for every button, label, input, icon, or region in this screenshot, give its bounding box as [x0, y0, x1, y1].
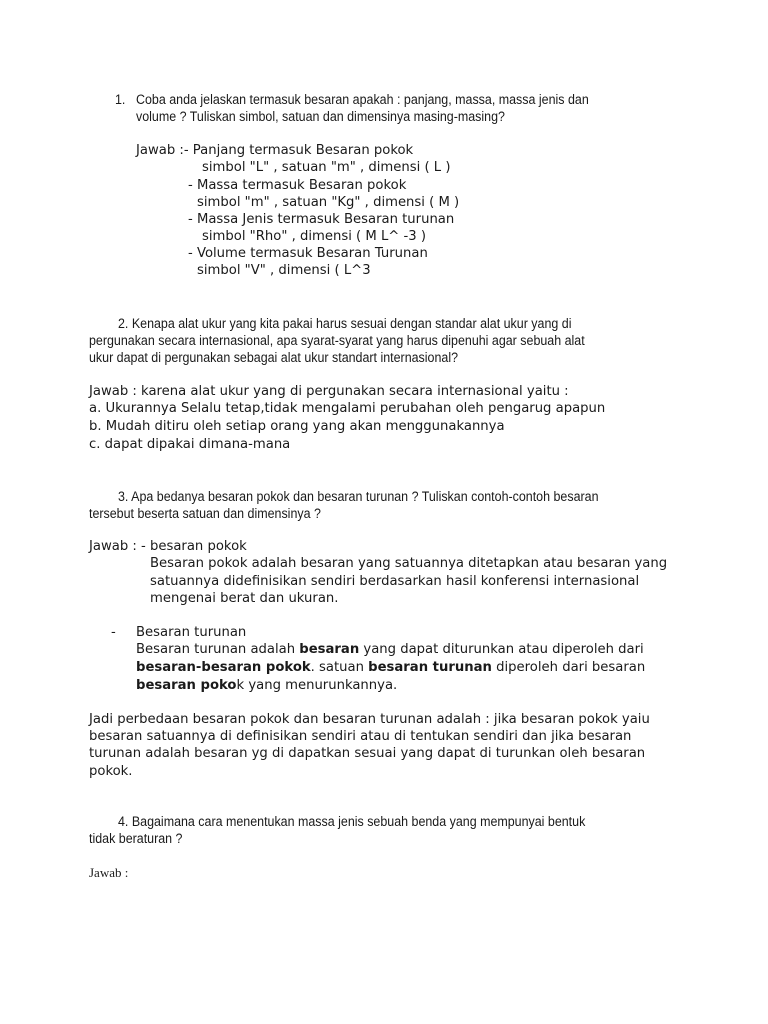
q3-answer-line: mengenai berat dan ukuran. — [150, 591, 339, 606]
q1-answer-line: - Massa Jenis termasuk Besaran turunan — [188, 212, 455, 227]
q1-answer-line: - Massa termasuk Besaran pokok — [188, 178, 407, 193]
q1-answer-line: simbol "m" , satuan "Kg" , dimensi ( M ) — [197, 195, 460, 210]
q4-answer-label: Jawab : — [89, 865, 129, 880]
q3-conclusion-line: turunan adalah besaran yg di dapatkan sesuai yang dapat di turunkan oleh besaran — [89, 746, 646, 761]
q2-question-line: pergunakan secara internasional, apa syarat-syarat yang harus dipenuhi agar sebuah alat — [89, 333, 585, 348]
q1-answer-line: simbol "Rho" , dimensi ( M L^ -3 ) — [202, 229, 427, 244]
q3-conclusion-line: besaran satuannya di definisikan sendiri atau di tentukan sendiri dan jika besaran — [89, 729, 632, 744]
q1-answer-line: simbol "L" , satuan "m" , dimensi ( L ) — [202, 160, 451, 175]
q1-question-line: Coba anda jelaskan termasuk besaran apakah : panjang, massa, massa jenis dan — [136, 92, 589, 107]
q3-answer-line: Besaran turunan adalah besaran yang dapat diturunkan atau diperoleh dari — [136, 642, 644, 657]
q3-question-line: tersebut beserta satuan dan dimensinya ? — [89, 506, 321, 521]
q2-question-line: ukur dapat di pergunakan sebagai alat ukur standart internasional? — [89, 350, 459, 365]
q2-answer-line: b. Mudah ditiru oleh setiap orang yang akan menggunakannya — [89, 419, 505, 434]
q3-answer-line: Besaran turunan — [136, 625, 247, 640]
q3-answer-line: Jawab : - besaran pokok — [89, 539, 247, 554]
q1-answer-line: - Volume termasuk Besaran Turunan — [188, 246, 428, 261]
q2-answer-line: a. Ukurannya Selalu tetap,tidak mengalami perubahan oleh pengarug apapun — [89, 401, 606, 416]
q3-answer-line: besaran pokok yang menurunkannya. — [136, 678, 398, 693]
q3-answer-line: Besaran pokok adalah besaran yang satuannya ditetapkan atau besaran yang — [150, 556, 668, 571]
q3-answer-line: besaran-besaran pokok. satuan besaran turunan diperoleh dari besaran — [136, 660, 646, 675]
q4-question-line: tidak beraturan ? — [89, 831, 183, 846]
q1-question-line: volume ? Tuliskan simbol, satuan dan dimensinya masing-masing? — [136, 109, 505, 124]
q2-answer-line: c. dapat dipakai dimana-mana — [89, 437, 291, 452]
bullet-dash: - — [111, 625, 116, 640]
q2-question-line: 2. Kenapa alat ukur yang kita pakai harus sesuai dengan standar alat ukur yang di — [118, 316, 572, 331]
q2-answer-line: Jawab : karena alat ukur yang di pergunakan secara internasional yaitu : — [89, 384, 569, 399]
q4-question-line: 4. Bagaimana cara menentukan massa jenis sebuah benda yang mempunyai bentuk — [118, 814, 586, 829]
q3-conclusion-line: pokok. — [89, 764, 133, 779]
q3-answer-line: satuannya didefinisikan sendiri berdasarkan hasil konferensi internasional — [150, 574, 640, 589]
q3-question-line: 3. Apa bedanya besaran pokok dan besaran turunan ? Tuliskan contoh-contoh besaran — [118, 489, 599, 504]
q1-number: 1. — [115, 92, 126, 107]
q1-answer-line: simbol "V" , dimensi ( L^3 — [197, 263, 371, 278]
q1-answer-line: Jawab :- Panjang termasuk Besaran pokok — [136, 143, 414, 158]
q3-conclusion-line: Jadi perbedaan besaran pokok dan besaran turunan adalah : jika besaran pokok yaiu — [89, 712, 650, 727]
